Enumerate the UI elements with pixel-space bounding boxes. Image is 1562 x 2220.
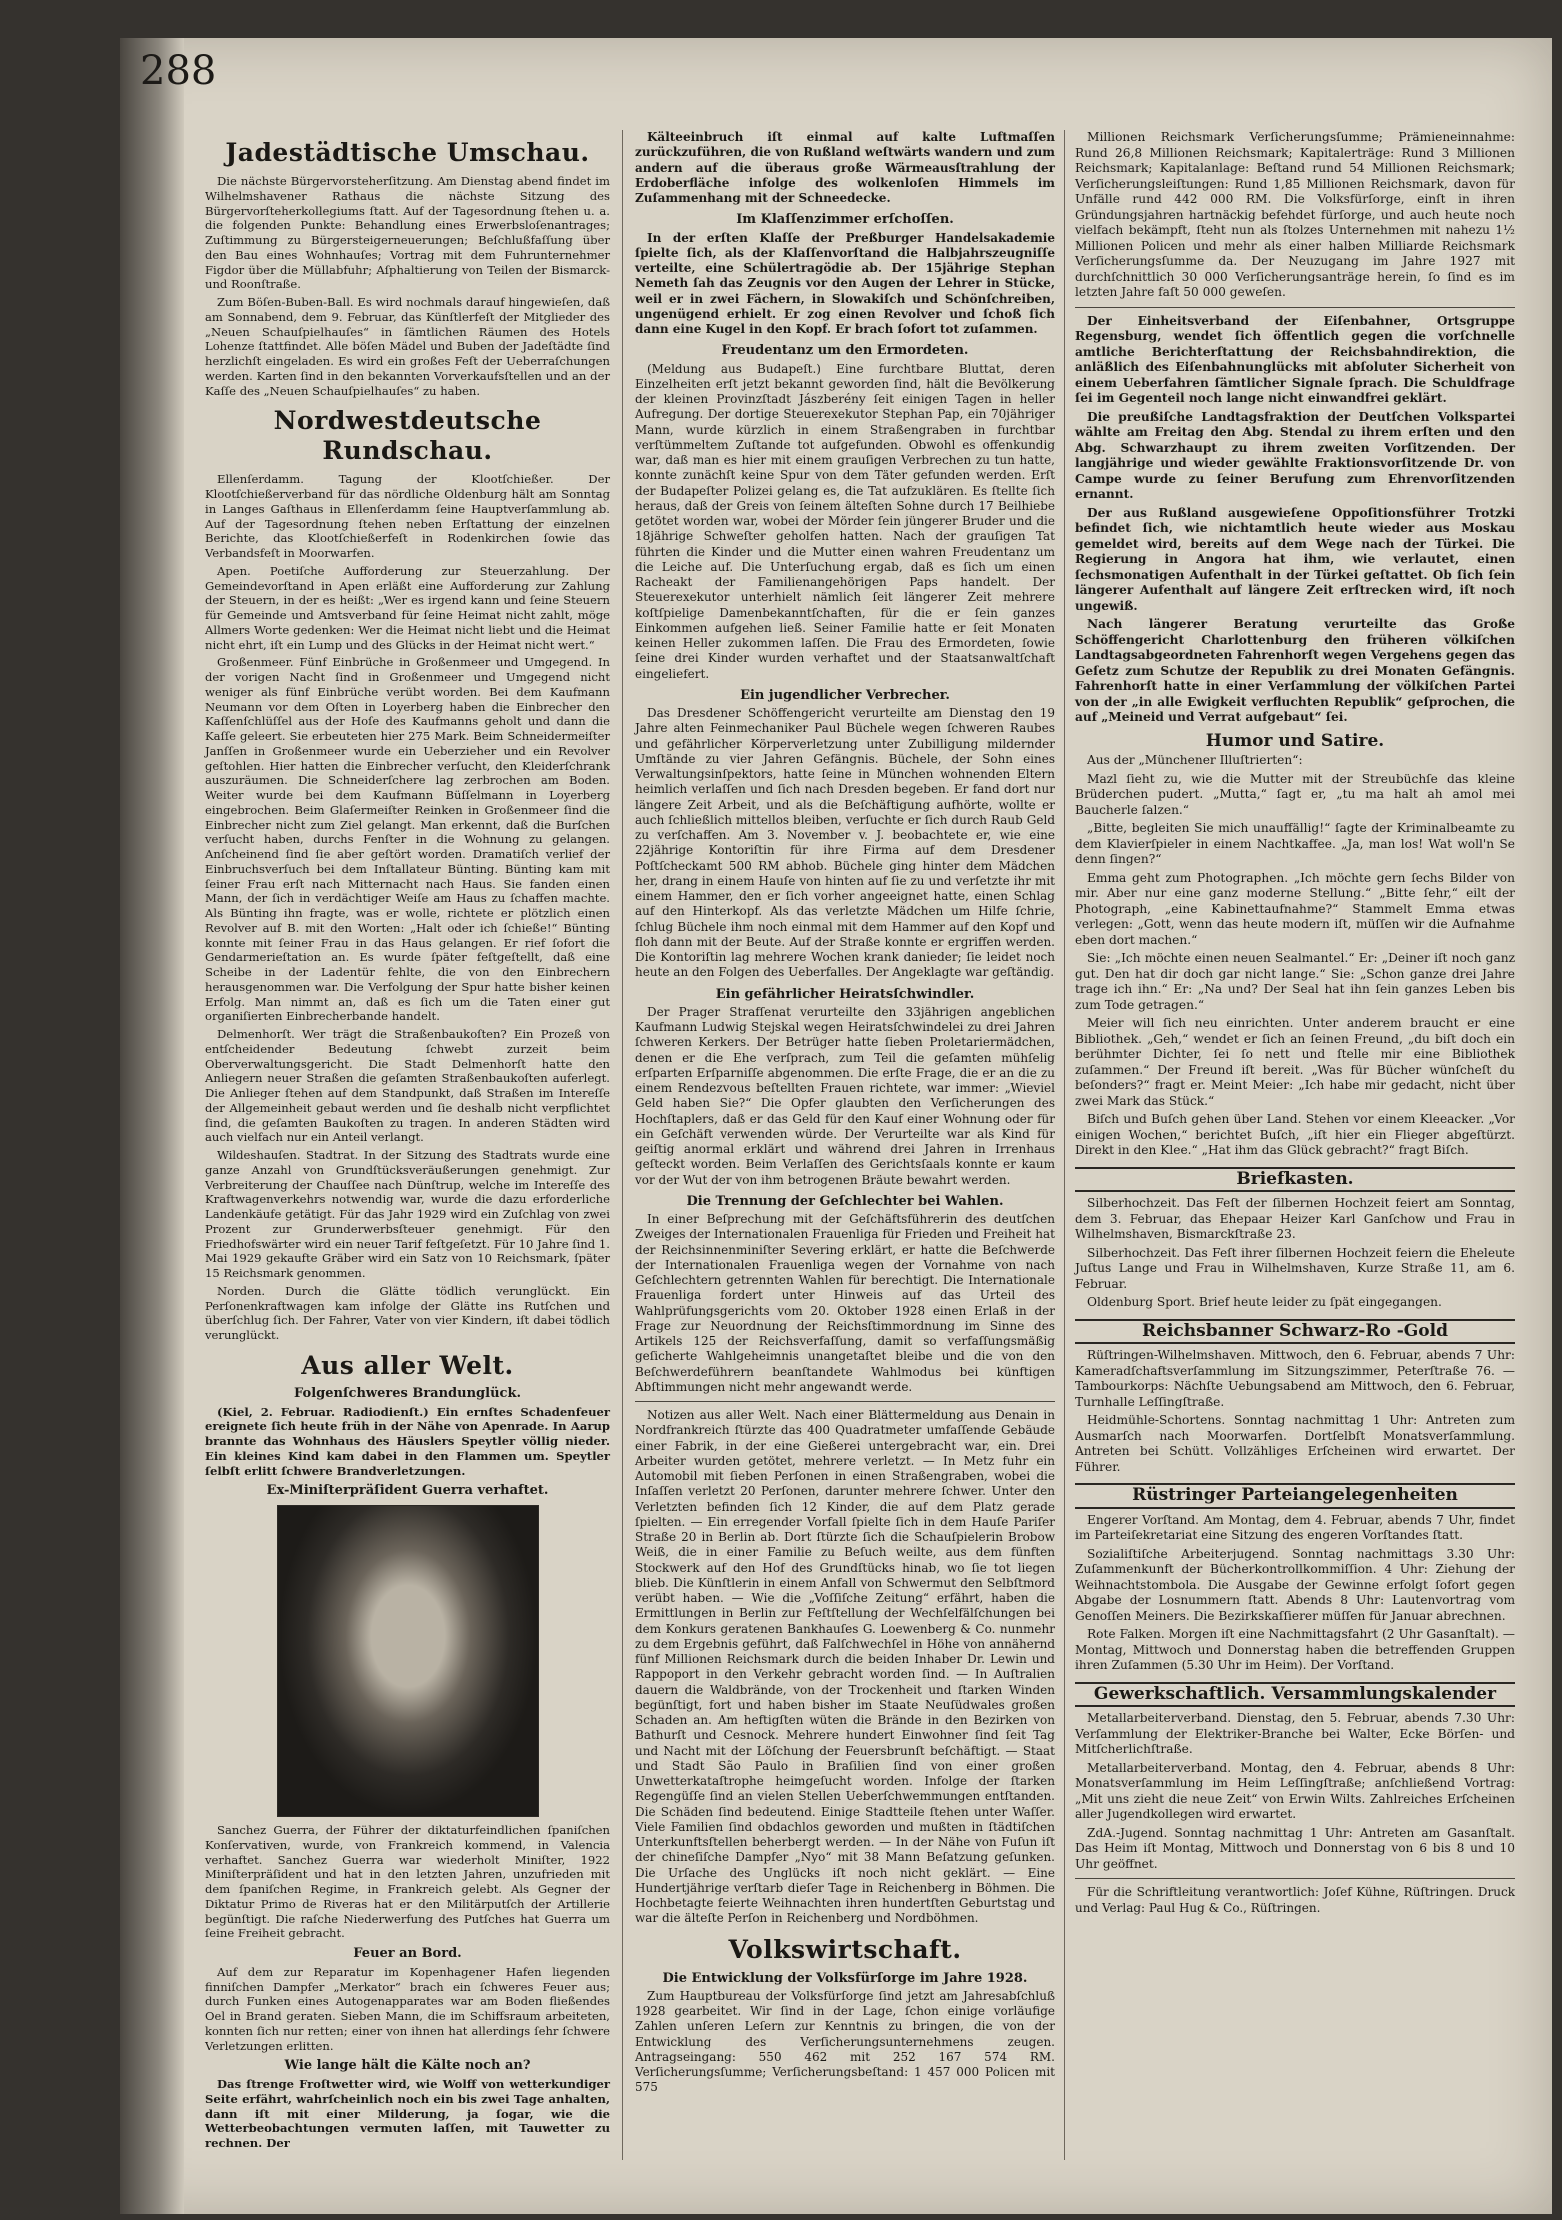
imprint: Für die Schriftleitung verantwortlich: Joſef Kühne, Rüſtringen. Druck und Verlag: Paul Hug & Co., Rüſtringen. [1075, 1885, 1515, 1915]
column-rule [1064, 130, 1065, 2160]
column-2 [635, 130, 1055, 2099]
article-paragraph: Großenmeer. Fünf Einbrüche in Großenmeer und Umgegend. In der vorigen Nacht ſind in Großenmeer und Umgegend nicht weniger als fünf Einbrüche verübt worden. Bei dem Kaufmann Neumann vor dem Oſten in Loyerberg haben die Einbrecher den Kaſſenſchlüſſel aus der Hoſe des Kaufmanns geholt und dann die Kaſſe geleert. Sie erbeuteten hier 275 Mark. Beim Schneidermeiſter Janſſen in Großenmeer wurde ein Ueberzieher und ein Revolver geſtohlen. Hier hatten die Einbrecher verſucht, den Kleiderſchrank auszuräumen. Die Schneiderſchere lag zerbrochen am Boden. Weiter wurde bei dem Kaufmann Büſſelmann in Loyerberg eingebrochen. Beim Glaſermeiſter Reinken in Großenmeer ſind die Einbrecher nicht zum Ziel gelangt. Man erkennt, daß die Burſchen verſucht haben, durchs Fenſter in die Wohnung zu gelangen. Anſcheinend ſind ſie aber geſtört worden. Dramatiſch verlief der Einbruchsverſuch bei dem Inſtallateur Bünting. Bünting kam mit ſeiner Frau erſt nach Mitternacht nach Haus. Sie fanden einen Mann, der ſich in verdächtiger Weiſe am Haus zu ſchaffen machte. Als Bünting ihn fragte, was er wolle, richtete er plötzlich einen Revolver auf B. mit den Worten: „Halt oder ich ſchieße!“ Bünting konnte mit ſeiner Frau in das Haus gelangen. Er rief ſofort die Gendarmerieſtation an. Es wurde ſpäter feſtgeſtellt, daß eine Scheibe in der Ladentür fehlte, die von den Einbrechern herausgenommen war. Die Verfolgung der Spur hatte bisher keinen Erfolg. Man nimmt an, daß es ſich um die Taten einer gut organiſierten Einbrecherbande handelt. [205, 655, 610, 1024]
article-paragraph: Notizen aus aller Welt. Nach einer Blättermeldung aus Denain in Nordfrankreich ſtürzte das 400 Quadratmeter umfaſſende Gebäude einer Fabrik, in der eine Gießerei untergebracht war, ein. Drei Arbeiter wurden getötet, mehrere verletzt. — In Metz fuhr ein Automobil mit ſieben Perſonen in einen Straßengraben, wobei die Inſaſſen verletzt 20 Perſonen, darunter mehrere ſchwer. Unter den Verletzten befinden ſich 12 Kinder, die auf dem Platz gerade ſpielten. — Ein erregender Vorfall ſpielte ſich in dem Hauſe Pariſer Straße 20 in Berlin ab. Dort ſtürzte ſich die Schauſpielerin Brobow Weiß, die in einer Familie zu Beſuch weilte, aus dem fünften Stockwerk auf den Hof des Grundſtücks hinab, wo ſie tot liegen blieb. Die Künſtlerin in einem Anfall von Schwermut den Selbſtmord verübt haben. — Wie die „Voſſiſche Zeitung“ erfährt, haben die Ermittlungen in Berlin zur Feſtſtellung der Wechſelfälſchungen bei dem Konkurs geratenen Bankhauſes G. Loewenberg & Co. nunmehr zu dem Ergebnis geführt, daß Falſchwechſel in Höhe von annähernd fünf Millionen Reichsmark durch die beiden Inhaber Dr. Lewin und Rappoport in den Verkehr gebracht worden ſind. — In Auſtralien dauern die Waldbrände, von der Trockenheit und ſtarken Winden begünſtigt, fort und haben bisher im Staate Neuſüdwales großen Schaden an. Am heftigſten wüten die Brände in den Bezirken von Bathurſt und Cesnock. Mehrere hundert Einwohner ſind ſeit Tag und Nacht mit der Löſchung der Feuersbrunſt beſchäftigt. — Staat und Stadt São Paulo in Braſilien ſind von einer großen Unwetterkataſtrophe heimgeſucht worden. Infolge der ſtarken Regengüſſe ſind an vielen Stellen Ueberſchwemmungen entſtanden. Die Schäden ſind bedeutend. Einige Stadtteile ſtehen unter Waſſer. Viele Familien ſind obdachlos geworden und mußten in ſtädtiſchen Unterkunftsſtellen beherbergt werden. — In der Nähe von Fuſun iſt der chineſiſche Dampfer „Nyo“ mit 38 Mann Beſatzung geſunken. Die Urſache des Unglücks iſt noch nicht geklärt. — Eine Hundertjährige verſtarb dieſer Tage in Reichenberg in Böhmen. Die Hochbetagte feierte Weihnachten ihren hundertſten Geburtstag und war die älteſte Perſon in Reichenberg und Nordböhmen. [635, 1408, 1055, 1926]
notice-item: Engerer Vorſtand. Am Montag, dem 4. Februar, abends 7 Uhr, findet im Parteiſekretariat eine Sitzung des engeren Vorſtandes ſtatt. [1075, 1512, 1515, 1542]
notice-item: Heidmühle-Schortens. Sonntag nachmittag 1 Uhr: Antreten zum Ausmarſch nach Moorwarfen. Dortſelbſt Monatsverſammlung. Antreten bei Schütt. Vollzähliges Erſcheinen wird erwartet. Der Führer. [1075, 1413, 1515, 1474]
section-title-briefkasten: Briefkasten. [1075, 1167, 1515, 1193]
article-paragraph: Die preußiſche Landtagsfraktion der Deutſchen Volkspartei wählte am Freitag den Abg. Stendal zu ihrem erſten und den Abg. Schwarzhaupt zu ihrem zweiten Vorſitzenden. Der langjährige und wieder gewählte Fraktionsvorſitzende Dr. von Campe wurde zu ſeiner Berufung zum Ehrenvorſitzenden ernannt. [1075, 409, 1515, 501]
article-paragraph: Der aus Rußland ausgewieſene Oppoſitionsführer Trotzki befindet ſich, wie nichtamtlich heute wieder aus Moskau gemeldet wird, bereits auf dem Wege nach der Türkei. Die Regierung in Angora hat ihm, wie verlautet, einen ſechsmonatigen Aufenthalt in der Türkei geſtattet. Ob ſich ſein längerer Aufenthalt auf längere Zeit erſtrecken wird, iſt noch ungewiß. [1075, 505, 1515, 613]
article-paragraph: Kälteeinbruch iſt einmal auf kalte Luftmaſſen zurückzuführen, die von Rußland weſtwärts wandern und zum andern auf die überaus große Wärmeausſtrahlung der Erdoberfläche infolge des wolkenloſen Himmels im Zuſammenhang mit der Schneedecke. [635, 130, 1055, 205]
humor-item: Mazl ſieht zu, wie die Mutter mit der Streubüchſe das kleine Brüderchen pudert. „Mutta,“ ſagt er, „tu ma halt ah amol mei Baucherle ſalzen.“ [1075, 771, 1515, 817]
notice-item: Rote Falken. Morgen iſt eine Nachmittagsfahrt (2 Uhr Gasanſtalt). — Montag, Mittwoch und Donnerstag haben die betreffenden Gruppen ihren Zuſammen (5.30 Uhr im Heim). Der Vorſtand. [1075, 1627, 1515, 1672]
column-1 [205, 130, 610, 2154]
article-headline: Freudentanz um den Ermordeten. [721, 343, 969, 359]
page-number: 288 [140, 48, 217, 94]
divider [1075, 307, 1515, 308]
notice-item: Silberhochzeit. Das Feſt der ſilbernen Hochzeit feiert am Sonntag, dem 3. Februar, das Ehepaar Heizer Karl Ganſchow und Frau in Wilhelmshaven, Bismarckſtraße 23. [1075, 1196, 1515, 1241]
section-title-reichsbanner: Reichsbanner Schwarz-Ro -Gold [1075, 1319, 1515, 1345]
article-paragraph: Wildeshauſen. Stadtrat. In der Sitzung des Stadtrats wurde eine ganze Anzahl von Grundſtücksveräußerungen genehmigt. Zur Verbreiterung der Chauſſee nach Dünſtrup, welche im Intereſſe des Kraftwagenverkehrs notwendig war, wurde die dazu erforderliche Landenkäufe getätigt. Für das Jahr 1929 wird ein Zuſchlag von zwei Prozent zur Grunderwerbsſteuer genehmigt. Für den Friedhofswärter wird ein neuer Tarif feſtgeſetzt. Für 10 Jahre ſind 1. Mai 1929 gekaufte Gräber wird ein Satz von 10 Reichsmark, ſpäter 15 Reichsmark genommen. [205, 1148, 610, 1280]
article-headline: Die Entwicklung der Volksfürſorge im Jahre 1928. [662, 1970, 1028, 1986]
notice-item: Sozialiſtiſche Arbeiterjugend. Sonntag nachmittags 3.30 Uhr: Zuſammenkunft der Bücherkontrollkommiſſion. 4 Uhr: Ziehung der Weihnachtstombola. Die Ausgabe der Gewinne erfolgt ſofort gegen Abgabe der Losnummern ſtatt. Abends 8 Uhr: Lautenvortrag vom Genoſſen Meiners. Die Bezirkskaſſierer müſſen für Januar abrechnen. [1075, 1546, 1515, 1623]
section-title-humor: Humor und Satire. [1205, 730, 1385, 751]
divider [635, 1401, 1055, 1402]
humor-item: „Bitte, begleiten Sie mich unauffällig!“ ſagte der Kriminalbeamte zu dem Klavierſpieler in einem Nachtkaffee. „Ja, man los! Wat woll'n Se denn ſingen?“ [1075, 821, 1515, 866]
article-headline: Wie lange hält die Kälte noch an? [284, 2058, 531, 2074]
article-paragraph: Nach längerer Beratung verurteilte das Große Schöffengericht Charlottenburg den früheren völkiſchen Landtagsabgeordneten Fahrenhorſt wegen Vergehens gegen das Geſetz zum Schutze der Republik zu drei Monaten Gefängnis. Fahrenhorſt hatte in einer Verſammlung der völkiſchen Partei von der „in alle Ewigkeit verfluchten Republik“ geſprochen, die auf „Meineid und Verrat aufgebaut“ ſei. [1075, 617, 1515, 724]
article-paragraph: Zum Hauptbureau der Volksfürſorge ſind jetzt am Jahresabſchluß 1928 gearbeitet. Wir ſind in der Lage, ſchon einige vorläufige Zahlen unſeren Leſern zur Kenntnis zu bringen, die von der Entwicklung des Verſicherungsunternehmens zeugen. Antragseingang: 550 462 mit 252 167 574 RM. Verſicherungsſumme; Verſicherungsbeſtand: 1 457 000 Policen mit 575 [635, 1988, 1055, 2095]
binding-gutter [120, 38, 184, 2214]
notice-item: Metallarbeiterverband. Montag, den 4. Februar, abends 8 Uhr: Monatsverſammlung im Heim Leſſingſtraße; anſchließend Vortrag: „Mit uns zieht die neue Zeit“ von Erwin Wilts. Zahlreiches Erſcheinen aller Jugendkollegen wird erwartet. [1075, 1760, 1515, 1821]
section-title-nordwestdeutsche: Nordwestdeutsche Rundschau. [273, 406, 542, 466]
article-paragraph: (Kiel, 2. Februar. Radiodienſt.) Ein ernſtes Schadenfeuer ereignete ſich heute früh in der Nähe von Apenrade. In Aarup brannte das Wohnhaus des Häuslers Speytler völlig nieder. Ein kleines Kind kam dabei in den Flammen um. Speytler ſelbſt erlitt ſchwere Brandverletzungen. [205, 1404, 610, 1478]
article-paragraph: Sanchez Guerra, der Führer der diktaturfeindlichen ſpaniſchen Konſervativen, wurde, von Frankreich kommend, in Valencia verhaftet. Sanchez Guerra war wiederholt Miniſter, 1922 Miniſterpräſident und hat in den letzten Jahren, unzufrieden mit dem ſpaniſchen Regime, in Frankreich gelebt. Als Gegner der Diktatur Primo de Riveras hat er den Militärputſch der Artillerie begünſtigt. Die raſche Niederwerfung des Putſches hat Guerra um ſeine Freiheit gebracht. [205, 1823, 610, 1941]
article-paragraph: In einer Beſprechung mit der Geſchäftsführerin des deutſchen Zweiges der Internationalen Frauenliga für Frieden und Freiheit hat der Reichsinnenminiſter Severing erklärt, er hatte die Beſchwerde der Internationalen Frauenliga wegen der Vornahme von nach Geſchlechtern getrennten Wahlen für berechtigt. Die Internationale Frauenliga fordert unter Hinweis auf das Urteil des Wahlprüfungsgerichts vom 20. Oktober 1928 einen Erlaß in der Frage zur Neuordnung der Reichsſtimmordnung im Sinne des Artikels 125 der Reichsverfaſſung, damit so verfaſſungsmäßig geſicherte Wahlgeheimnis unangetaſtet bleibe und die von den Beſchwerdeführern beanſtandete Wahlmodus bei künftigen Abſtimmungen nicht mehr angewandt werde. [635, 1212, 1055, 1394]
column-3 [1075, 130, 1515, 1919]
article-headline: Feuer an Bord. [353, 1946, 462, 1961]
portrait-photo [277, 1505, 539, 1817]
humor-item: Emma geht zum Photographen. „Ich möchte gern ſechs Bilder von mir. Aber nur eine ganz moderne Stellung.“ „Bitte ſehr,“ eilt der Photograph, „eine Kabinettaufnahme?“ Stammelt Emma etwas verlegen: „Gott, wenn das heute modern iſt, müſſen wir die Aufnahme eben dort machen.“ [1075, 870, 1515, 947]
humor-item: Sie: „Ich möchte einen neuen Sealmantel.“ Er: „Deiner iſt noch ganz gut. Den hat dir doch gar nicht lange.“ Sie: „Schon ganze drei Jahre trage ich ihn.“ Er: „Na und? Der Seal hat ihn ſein ganzes Leben bis zum Tode getragen.“ [1075, 951, 1515, 1012]
notice-item: Metallarbeiterverband. Dienstag, den 5. Februar, abends 7.30 Uhr: Verſammlung der Elektriker-Branche bei Walter, Ecke Börſen- und Mitſcherlichſtraße. [1075, 1711, 1515, 1756]
article-paragraph: Ellenſerdamm. Tagung der Klootſchießer. Der Klootſchießerverband für das nördliche Oldenburg hält am Sonntag in Langes Gaſthaus in Ellenſerdamm ſeine Hauptverſammlung ab. Auf der Tagesordnung ſtehen neben Erſtattung der einzelnen Berichte, das Klootſchießerfeſt in Rodenkirchen ſowie das Verbandsfeſt in Moorwarfen. [205, 472, 610, 560]
article-paragraph: Das Dresdener Schöffengericht verurteilte am Dienstag den 19 Jahre alten Feinmechaniker Paul Büchele wegen ſchweren Raubes und gefährlicher Körperverletzung unter Zubilligung mildernder Umſtände zu vier Jahren Gefängnis. Büchele, der Sohn eines Verwaltungsinſpektors, hatte ſeine in München wohnenden Eltern heimlich verlaſſen und ſich nach Dresden begeben. Er fand dort nur längere Zeit Arbeit, und als die Beſchäftigung aufhörte, wollte er auch ſchließlich mittellos bleiben, verſuchte er ſich durch Raub Geld zu verſchaffen. Am 3. November v. J. beobachtete er, wie eine 22jährige Kontoriſtin für ihre Firma auf dem Dresdener Poſtſcheckamt 500 RM abhob. Büchele ging hinter dem Mädchen her, drang in einem Hauſe von hinten auf ſie zu und verſetzte ihr mit einem Hammer, den er ſich vorher angeeignet hatte, einen Schlag auf den Hinterkopf. Als das verletzte Mädchen um Hilfe ſchrie, ſchlug Büchele ihm noch einmal mit dem Hammer auf den Kopf und floh dann mit der Beute. Auf der Straße konnte er ergriffen werden. Die Kontoriſtin lag mehrere Wochen krank danieder; ſie leidet noch heute an den Folgen des Ueberfalles. Der Angeklagte war geſtändig. [635, 706, 1055, 980]
article-paragraph: Apen. Poetiſche Aufforderung zur Steuerzahlung. Der Gemeindevorſtand in Apen erläßt eine Aufforderung zur Zahlung der Steuern, in der es heißt: „Wer es irgend kann und ſeine Steuern für Gemeinde und Amtsverband für ſeine Heimat nicht zahlt, möge Allmers Worte gedenken: Wer die Heimat nicht liebt und die Heimat nicht ehrt, iſt ein Lump und des Glücks in der Heimat nicht wert.“ [205, 563, 610, 652]
notice-item: Oldenburg Sport. Brief heute leider zu ſpät eingegangen. [1087, 1295, 1442, 1309]
notice-item: Silberhochzeit. Das Feſt ihrer ſilbernen Hochzeit feiern die Eheleute Juſtus Lange und Frau in Wilhelmshaven, Kurze Straße 11, am 6. Februar. [1075, 1245, 1515, 1291]
column-rule [622, 130, 623, 2160]
article-paragraph: In der erſten Klaſſe der Preßburger Handelsakademie ſpielte ſich, als der Klaſſenvorſtand die Halbjahrszeugniſſe verteilte, eine Schülertragödie ab. Der 15jährige Stephan Nemeth ſah das Zeugnis vor den Augen der Lehrer in Stücke, weil er in zwei Fächern, in Slowakiſch und Schönſchreiben, ungenügend erhielt. Er zog einen Revolver und ſchoß ſich dann eine Kugel in den Kopf. Er brach ſofort tot zuſammen. [635, 230, 1055, 336]
article-paragraph: Die nächste Bürgervorsteherſitzung. Am Dienstag abend findet im Wilhelmshavener Rathaus die nächste Sitzung des Bürgervorſteherkollegiums ſtatt. Auf der Tagesordnung ſtehen u. a. die folgenden Punkte: Behandlung eines Erwerbsloſenantrages; Zuſtimmung zu Bürgersteigerneuerungen; Beſchlußfaſſung über den Bau eines Wohnhauſes; Vortrag mit dem Fuhrunternehmer Figdor über die Müllabfuhr; Aſphaltierung von Teilen der Bismarck- und Roonſtraße. [205, 174, 610, 292]
section-title-jadestaedtische: Jadestädtische Umschau. [225, 138, 590, 167]
article-paragraph: Zum Böſen-Buben-Ball. Es wird nochmals darauf hingewieſen, daß am Sonnabend, dem 9. Februar, das Künſtlerfeſt der Mitglieder des „Neuen Schauſpielhauſes“ in ſämtlichen Räumen des Hotels Lohenze ſtattfindet. Alle böſen Mädel und Buben der Jadeſtädte ſind herzlichſt eingeladen. Es wird ein großes Feſt der Ueberraſchungen werden. Karten ſind in den bekannten Vorverkaufsſtellen und an der Kaſſe des „Neuen Schauſpielhauſes“ zu haben. [205, 295, 610, 398]
article-headline: Ex-Miniſterpräſident Guerra verhaftet. [266, 1483, 549, 1499]
article-paragraph: Der Prager Strafſenat verurteilte den 33jährigen angeblichen Kaufmann Ludwig Stejskal wegen Heiratsſchwindelei zu drei Jahren ſchweren Kerkers. Der Betrüger hatte ſieben Proletariermädchen, denen er die Ehe verſprach, zum Teil die geſamten mühſelig erſparten Erſparniſſe abgenommen. Die erſte Frage, die er an die zu einem Rendezvous beſtellten Frauen richtete, war immer: „Wieviel Geld haben Sie?“ Die Opfer glaubten den Verſicherungen des Hochſtaplers, daß er das Geld für den Kauf einer Wohnung oder für ein Geſchäft verwenden würde. Der Verurteilte war als Kind für geiſtig anormal erklärt und während drei Jahren in Irrenhaus geſteckt worden. Beim Verlaſſen des Gerichtsſaals konnte er kaum vor der Wut der von ihm betrogenen Bräute bewahrt werden. [635, 1004, 1055, 1187]
notice-item: ZdA.-Jugend. Sonntag nachmittag 1 Uhr: Antreten am Gasanſtalt. Das Heim iſt Montag, Mittwoch und Donnerstag von 6 bis 8 und 10 Uhr geöffnet. [1075, 1825, 1515, 1871]
section-title-parteiangelegenheiten: Rüstringer Parteiangelegenheiten [1075, 1483, 1515, 1509]
article-paragraph: Das ſtrenge Froſtwetter wird, wie Wolff von wetterkundiger Seite erfährt, wahrſcheinlich noch ein bis zwei Tage anhalten, dann iſt mit einer Milderung, ja ſogar, wie die Wetterbeobachtungen vermuten laſſen, mit Tauwetter zu rechnen. Der [205, 2077, 610, 2150]
section-title-aus-aller-welt: Aus aller Welt. [301, 1350, 514, 1380]
article-headline: Ein jugendlicher Verbrecher. [740, 687, 950, 703]
article-headline: Ein gefährlicher Heiratsſchwindler. [715, 986, 975, 1002]
divider [1075, 1878, 1515, 1879]
humor-item: Meier will ſich neu einrichten. Unter anderem braucht er eine Bibliothek. „Geh,“ wendet er ſich an ſeinen Freund, „du biſt doch ein berühmter Dichter, ſei ſo nett und ſtelle mir eine Bibliothek zuſammen.“ Der Freund iſt bereit. „Was für Bücher wünſcheſt du beſonders?“ fragt er. Meint Meier: „Ich habe mir gedacht, nicht über zwei Mark das Stück.“ [1075, 1016, 1515, 1108]
article-paragraph: Norden. Durch die Glätte tödlich verunglückt. Ein Perſonenkraftwagen kam infolge der Glätte ins Rutſchen und überſchlug ſich. Der Fahrer, Vater von vier Kindern, iſt dabei tödlich verunglückt. [205, 1283, 610, 1342]
section-title-volkswirtschaft: Volkswirtschaft. [728, 1934, 962, 1964]
humor-item: Biſch und Buſch gehen über Land. Stehen vor einem Kleeacker. „Vor einigen Wochen,“ berichtet Buſch, „iſt hier ein Flieger abgeſtürzt. Direkt in den Klee.“ „Hat ihm das Glück gebracht?“ fragt Biſch. [1075, 1112, 1515, 1157]
section-title-gewerkschaftlich: Gewerkschaftlich. Versammlungskalender [1075, 1682, 1515, 1708]
article-headline: Folgenſchweres Brandunglück. [294, 1385, 521, 1401]
humor-intro: Aus der „Münchener Illuſtrierten“: [1087, 753, 1303, 767]
article-paragraph: Auf dem zur Reparatur im Kopenhagener Hafen liegenden finniſchen Dampfer „Merkator“ brach ein ſchweres Feuer aus; durch Funken eines Autogenapparates war am Boden fließendes Oel in Brand geraten. Sieben Mann, die im Schiffsraum arbeiteten, konnten ſich nur retten; einer von ihnen hat allerdings ſehr ſchwere Verletzungen erlitten. [205, 1964, 610, 2053]
article-paragraph: Millionen Reichsmark Verſicherungsſumme; Prämieneinnahme: Rund 26,8 Millionen Reichsmark; Kapitalerträge: Rund 3 Millionen Reichsmark; Kapitalanlage: Beſtand rund 54 Millionen Reichsmark; Verſicherungsleiſtungen: Rund 1,85 Millionen Reichsmark, davon für Unfälle rund 442 000 RM. Die Volksfürſorge, einſt in ihren Gründungsjahren hartnäckig befehdet fürſorge, und auch heute noch vielfach bekämpft, ſteht nun als ſtolzes Unternehmen mit nahezu 1½ Millionen Policen und mehr als einer halben Milliarde Reichsmark Verſicherungsſumme da. Der Neuzugang im Jahre 1927 mit durchſchnittlich 30 000 Verſicherungsanträge herein, ſo ſind es im letzten Jahre faſt 50 000 geweſen. [1075, 130, 1515, 299]
article-headline: Die Trennung der Geſchlechter bei Wahlen. [686, 1193, 1004, 1209]
article-paragraph: (Meldung aus Budapeſt.) Eine furchtbare Bluttat, deren Einzelheiten erſt jetzt bekannt geworden ſind, hält die Bevölkerung der kleinen Provinzſtadt Jászberény ſeit einigen Tagen in heller Aufregung. Der dortige Steuerexekutor Stephan Pap, ein 70jähriger Mann, wurde kürzlich in einem Straßengraben in furchtbar verſtümmeltem Zuſtande tot aufgefunden. Obwohl es offenkundig war, daß man es hier mit einem grauſigen Verbrechen zu tun hatte, konnte zunächſt keine Spur von dem Täter gefunden werden. Erſt der Budapeſter Polizei gelang es, die Tat aufzuklären. Es ſtellte ſich heraus, daß der Greis von ſeinem älteſten Sohne durch 17 Beilhiebe getötet worden war, wobei der Mörder ſein jüngerer Bruder und die 18jährige Schweſter geholfen hatten. Nach der grauſigen Tat führten die Kinder und die Mutter einen wahren Freudentanz um die Leiche auf. Die Unterſuchung ergab, daß es ſich um einen Racheakt der Familienangehörigen Paps handelt. Der Steuerexekutor unterhielt nämlich ſeit längerer Zeit mehrere koſtſpielige Damenbekanntſchaften, für die er ſein ganzes Einkommen aufgehen ließ. Seiner Familie hatte er ſeit Monaten keinen Heller zukommen laſſen. Die Frau des Ermordeten, ſowie ſeine drei Kinder wurden verhaftet und der Staatsanwaltſchaft eingeliefert. [635, 361, 1055, 681]
article-headline: Im Klaſſenzimmer erſchoſſen. [736, 212, 954, 228]
article-paragraph: Der Einheitsverband der Eiſenbahner, Ortsgruppe Regensburg, wendet ſich öffentlich gegen die vorſchnelle amtliche Berichterſtattung der Reichsbahndirektion, die anläßlich des Eiſenbahnunglücks mit abſoluter Sicherheit von einem Ueberfahren ſämtlicher Signale ſprach. Die Schuldfrage ſei im Gegenteil noch lange nicht einwandfrei geklärt. [1075, 313, 1515, 405]
notice-item: Rüſtringen-Wilhelmshaven. Mittwoch, den 6. Februar, abends 7 Uhr: Kameradſchaftsverſammlung im Sitzungszimmer, Peterſtraße 76. — Tambourkorps: Nächſte Uebungsabend am Mittwoch, den 6. Februar, Turnhalle Leſſingſtraße. [1075, 1348, 1515, 1409]
article-paragraph: Delmenhorſt. Wer trägt die Straßenbaukoſten? Ein Prozeß von entſcheidender Bedeutung ſchwebt zurzeit beim Oberverwaltungsgericht. Die Stadt Delmenhorſt hatte den Anliegern neuer Straßen die geſamten Straßenbaukoſten auferlegt. Die Anlieger ſtehen auf dem Standpunkt, daß Straßen im Intereſſe der Allgemeinheit gebaut werden und ſie deshalb nicht verpflichtet ſind, die geſamten Baukoſten zu tragen. In anderen Städten wird auch vielfach nur ein Anteil verlangt. [205, 1027, 610, 1145]
